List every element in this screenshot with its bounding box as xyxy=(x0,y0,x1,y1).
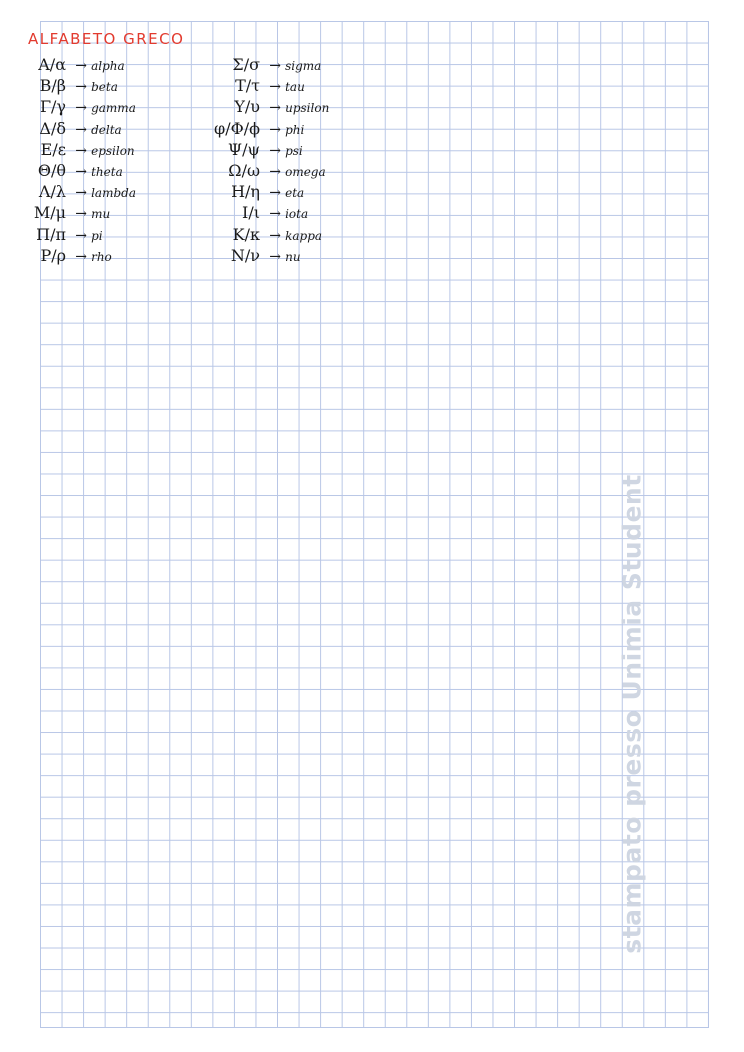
letter-name: gamma xyxy=(91,101,136,116)
letter-row xyxy=(190,160,329,181)
letter-symbol: Α/α xyxy=(38,55,66,74)
arrow-icon: → xyxy=(75,248,87,265)
letter-symbol: Ν/ν xyxy=(230,245,260,265)
letter-row xyxy=(22,224,136,245)
letter-symbol: Σ/σ xyxy=(232,55,260,74)
letter-name: rho xyxy=(91,249,112,264)
arrow-icon: → xyxy=(269,248,281,265)
letter-name: pi xyxy=(91,228,103,243)
greek-letters-right-column xyxy=(190,54,329,266)
letter-name: mu xyxy=(91,207,111,222)
letter-name: psi xyxy=(285,143,303,158)
letter-name: phi xyxy=(285,122,305,137)
graph-paper-grid xyxy=(40,21,709,1028)
letter-symbol: Ρ/ρ xyxy=(40,245,66,265)
letter-row xyxy=(190,139,329,160)
letter-name: iota xyxy=(285,207,309,222)
letter-name: theta xyxy=(91,164,123,179)
arrow-icon: → xyxy=(75,79,87,96)
letter-name: beta xyxy=(91,80,118,95)
letter-symbol: Η/η xyxy=(231,182,260,202)
arrow-icon: → xyxy=(269,227,281,244)
arrow-icon: → xyxy=(75,185,87,202)
arrow-icon: → xyxy=(75,100,87,117)
arrow-icon: → xyxy=(75,58,87,74)
letter-symbol: Ι/ι xyxy=(242,203,260,223)
letter-symbol: Π/π xyxy=(36,224,66,244)
letter-row xyxy=(190,245,329,266)
arrow-icon: → xyxy=(75,163,87,180)
letter-name: lambda xyxy=(91,186,136,201)
arrow-icon: → xyxy=(269,163,281,180)
arrow-icon: → xyxy=(75,227,87,244)
letter-row xyxy=(190,181,329,202)
arrow-icon: → xyxy=(75,206,87,223)
letter-symbol: φ/Φ/ϕ xyxy=(213,118,260,138)
letter-symbol: Τ/τ xyxy=(235,76,260,96)
letter-row xyxy=(22,75,136,96)
letter-symbol: Δ/δ xyxy=(39,118,66,138)
letter-symbol: Υ/υ xyxy=(234,97,260,117)
letter-name: kappa xyxy=(285,228,323,243)
arrow-icon: → xyxy=(75,142,87,159)
letter-name: eta xyxy=(285,186,305,201)
letter-symbol: Ε/ε xyxy=(40,139,66,159)
letter-name: alpha xyxy=(91,59,125,73)
letter-name: epsilon xyxy=(91,143,135,158)
letter-row xyxy=(190,118,329,139)
arrow-icon: → xyxy=(269,206,281,223)
letter-symbol: Λ/λ xyxy=(38,182,66,202)
greek-letters-left-column xyxy=(22,54,136,266)
letter-row xyxy=(22,118,136,139)
watermark: stampato presso Unimia Student xyxy=(617,474,647,954)
letter-name: upsilon xyxy=(285,101,330,116)
arrow-icon: → xyxy=(269,121,281,138)
arrow-icon: → xyxy=(75,121,87,138)
letter-name: nu xyxy=(285,249,301,264)
letter-name: delta xyxy=(91,122,122,137)
letter-row xyxy=(190,54,329,75)
letter-row xyxy=(22,96,136,117)
page-title: ALFABETO GRECO xyxy=(28,30,185,48)
arrow-icon: → xyxy=(269,100,281,117)
letter-row xyxy=(190,224,329,245)
letter-row xyxy=(22,202,136,223)
letter-row xyxy=(22,139,136,160)
letter-symbol: Ψ/ψ xyxy=(228,139,260,159)
letter-symbol: Μ/μ xyxy=(33,203,66,223)
letter-row xyxy=(22,181,136,202)
letter-row xyxy=(22,54,136,75)
arrow-icon: → xyxy=(269,79,281,96)
letter-symbol: Κ/κ xyxy=(232,224,260,244)
letter-name: omega xyxy=(285,164,326,179)
letter-symbol: Θ/θ xyxy=(37,160,66,180)
letter-symbol: Γ/γ xyxy=(39,97,66,117)
arrow-icon: → xyxy=(269,58,281,74)
letter-row xyxy=(190,96,329,117)
letter-row xyxy=(190,75,329,96)
arrow-icon: → xyxy=(269,185,281,202)
letter-row xyxy=(22,245,136,266)
letter-symbol: Ω/ω xyxy=(228,160,260,180)
letter-row xyxy=(190,202,329,223)
letter-name: sigma xyxy=(285,59,322,73)
letter-row xyxy=(22,160,136,181)
letter-symbol: Β/β xyxy=(39,76,66,96)
arrow-icon: → xyxy=(269,142,281,159)
letter-name: tau xyxy=(285,80,305,95)
